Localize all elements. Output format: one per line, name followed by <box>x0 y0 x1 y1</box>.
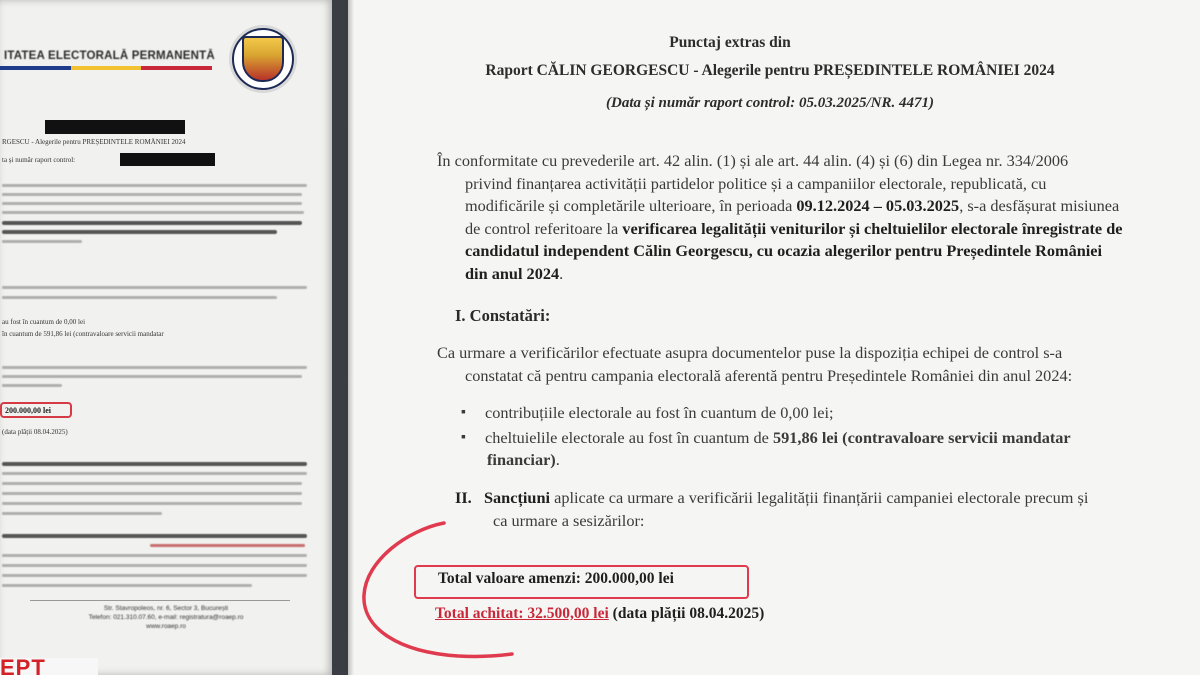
text-line <box>2 193 302 196</box>
intro-line: privind finanțarea activității partidelor politice și a campaniilor electorale, republicată, cu <box>465 173 1047 193</box>
redaction-bar <box>45 120 185 134</box>
list-item: ▪ contribuțiile electorale au fost în cuantum de 0,00 lei; <box>461 402 1071 425</box>
main-document-page <box>348 0 1200 675</box>
text-line <box>150 544 305 547</box>
doc-title-line1: Punctaj extras din <box>669 34 791 51</box>
text-line <box>2 574 307 577</box>
text-line <box>2 221 302 225</box>
section-findings-heading: I. Constatări: <box>455 306 551 325</box>
intro-line: candidatul independent Călin Georgescu, cu ocazia alegerilor pentru Președintele României <box>465 241 1103 260</box>
channel-logo-text: EPT <box>0 655 46 675</box>
list-item: ▪ cheltuielile electorale au fost în cuantum de 591,86 lei (contravaloare servicii mandatar financiar). <box>461 427 1071 472</box>
text-line <box>2 230 277 234</box>
text-line <box>2 184 307 187</box>
findings-line: constatat că pentru campania electorală aferentă pentru Președintele României din anul 2024: <box>465 365 1073 385</box>
left-document-page <box>0 0 332 675</box>
text-line <box>2 472 307 475</box>
section-sanctions-heading: II. Sancțiuni aplicate ca urmare a verificării legalității finanțării campaniei electorale precum și ca urmare a sesizărilor: <box>455 487 1088 532</box>
intro-line: din anul 2024. <box>465 263 564 283</box>
left-line-b: ta și număr raport control: <box>2 156 76 164</box>
total-fines-value: Total valoare amenzi: 200.000,00 lei <box>438 570 674 587</box>
left-footer <box>0 604 332 631</box>
text-line <box>2 492 302 495</box>
text-line <box>2 240 82 243</box>
text-line <box>2 202 302 205</box>
text-line <box>2 211 304 214</box>
text-line <box>2 462 307 466</box>
text-line <box>2 534 307 538</box>
tricolor-stripe <box>0 66 212 70</box>
footer-address: Str. Stavropoleos, nr. 6, Sector 3, București <box>103 605 229 612</box>
left-line-a: RGESCU - Alegerile pentru PREȘEDINTELE ROMÂNIEI 2024 <box>2 138 186 146</box>
footer-contact: Telefon: 021.310.07.60, e-mail: registratura@roaep.ro <box>88 614 244 621</box>
coat-of-arms-icon <box>232 28 294 90</box>
text-line <box>2 584 252 587</box>
doc-title-line3: (Data și număr raport control: 05.03.2025/NR. 4471) <box>606 95 934 111</box>
payment-date: (data plății 08.04.2025) <box>608 605 765 622</box>
findings-line: Ca urmare a verificărilor efectuate asupra documentelor puse la dispoziția echipei de control s-a <box>437 343 1063 362</box>
intro-line: de control referitoare la verificarea legalității veniturilor și cheltuielilor electorale înregistrate de <box>465 218 1123 238</box>
channel-logo <box>0 655 98 675</box>
intro-paragraph <box>437 150 1123 285</box>
intro-line: În conformitate cu prevederile art. 42 alin. (1) și ale art. 44 alin. (4) și (6) din Legea nr. 334/2006 <box>437 151 1069 170</box>
flag-yellow <box>71 66 142 70</box>
text-line <box>2 554 307 557</box>
sanctions-line2: ca urmare a sesizărilor: <box>493 510 645 530</box>
left-total-box: 200.000,00 lei <box>0 402 72 418</box>
text-line <box>2 564 307 567</box>
text-line <box>2 375 302 378</box>
intro-line: modificările și completările ulterioare, în perioada 09.12.2024 – 05.03.2025, s-a desfășurat misiunea <box>465 196 1120 215</box>
redaction-bar <box>120 153 215 166</box>
left-line-e: în cuantum de 591,86 lei (contravaloare servicii mandatar <box>2 330 164 338</box>
flag-blue <box>0 66 71 70</box>
text-line <box>2 512 162 515</box>
footer-website: www.roaep.ro <box>146 623 186 630</box>
findings-paragraph <box>437 342 1072 387</box>
text-line <box>2 296 277 299</box>
text-line <box>2 366 307 369</box>
total-paid-value: Total achitat: 32.500,00 lei <box>435 605 609 622</box>
authority-header: ITATEA ELECTORALĂ PERMANENTĂ <box>4 50 215 62</box>
text-line <box>2 502 302 505</box>
footer-rule <box>30 600 290 601</box>
total-paid-line <box>435 605 764 623</box>
doc-title-line2: Raport CĂLIN GEORGESCU - Alegerile pentru PREȘEDINTELE ROMÂNIEI 2024 <box>485 62 1055 79</box>
left-paid: (data plății 08.04.2025) <box>2 428 68 436</box>
findings-list <box>461 402 1071 472</box>
left-line-d: au fost în cuantum de 0,00 lei <box>2 318 86 326</box>
text-line <box>2 384 62 387</box>
text-line <box>2 286 307 289</box>
text-line <box>2 482 302 485</box>
flag-red <box>141 66 212 70</box>
